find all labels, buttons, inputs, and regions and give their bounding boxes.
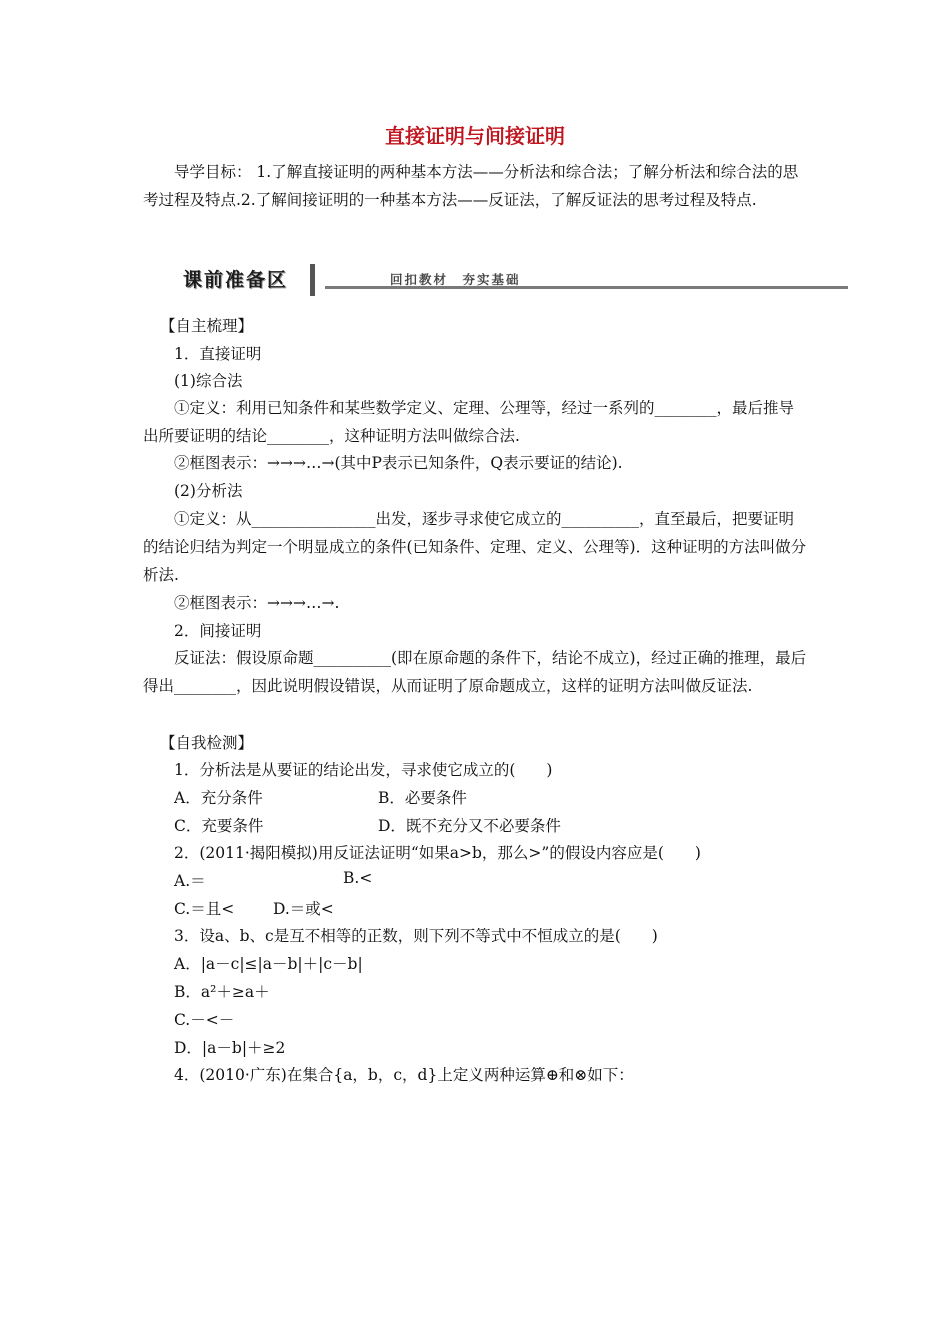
analysis-definition: ①定义：从________________出发，逐步寻求使它成立的__________，直至最后，把要证明的结论归结为判定一个明显成立的条件(已知条件、定理、定义、公理等)．这种证明的方法叫做分析法. xyxy=(143,510,807,584)
q2-option-c: C.＝且< xyxy=(174,900,235,918)
q1-option-d: D．既不充分又不必要条件 xyxy=(378,817,561,835)
review-header: 【自主梳理】 xyxy=(160,317,254,335)
q2-option-b: B.< xyxy=(343,869,373,887)
page-title: 直接证明与间接证明 xyxy=(385,124,565,148)
q1-option-a: A．充分条件 xyxy=(174,789,263,807)
q3-option-c: C.－<－ xyxy=(174,1011,235,1029)
question-2: 2．(2011·揭阳模拟)用反证法证明“如果a>b，那么>”的假设内容应是( ) xyxy=(174,844,701,862)
q2-option-a: A.＝ xyxy=(174,872,206,890)
objectives: 导学目标： 1.了解直接证明的两种基本方法——分析法和综合法；了解分析法和综合法的思考过程及特点.2.了解间接证明的一种基本方法——反证法，了解反证法的思考过程及特点. xyxy=(143,163,799,209)
q3-option-b: B．a²＋≥a＋ xyxy=(174,983,270,1001)
synthesis-definition: ①定义：利用已知条件和某些数学定义、定理、公理等，经过一系列的________，最后推导出所要证明的结论________，这种证明方法叫做综合法. xyxy=(143,399,795,445)
q1-option-c: C．充要条件 xyxy=(174,817,264,835)
contradiction-definition: 反证法：假设原命题__________(即在原命题的条件下，结论不成立)，经过正确的推理，最后得出________，因此说明假设错误，从而证明了原命题成立，这样的证明方法叫做反证法. xyxy=(143,649,807,695)
selftest-header: 【自我检测】 xyxy=(160,734,254,752)
synthesis-method: (1)综合法 xyxy=(174,372,243,390)
synthesis-diagram: ②框图表示：→→→…→(其中P表示已知条件，Q表示要证的结论). xyxy=(174,454,623,472)
banner-heading: 课前准备区 xyxy=(175,264,315,296)
analysis-method: (2)分析法 xyxy=(174,482,243,500)
q3-option-a: A．|a－c|≤|a－b|＋|c－b| xyxy=(174,955,363,973)
question-4: 4．(2010·广东)在集合{a，b，c，d}上定义两种运算⊕和⊗如下： xyxy=(174,1066,634,1084)
section-indirect-proof: 2．间接证明 xyxy=(174,622,262,640)
banner-subtitle: 回扣教材 夯实基础 xyxy=(390,272,521,287)
q1-option-b: B．必要条件 xyxy=(378,789,467,807)
analysis-diagram: ②框图表示：→→→…→. xyxy=(174,594,340,612)
section-direct-proof: 1．直接证明 xyxy=(174,345,262,363)
q2-option-d: D.＝或< xyxy=(273,900,334,918)
q3-option-d: D．|a－b|＋≥2 xyxy=(174,1039,286,1057)
section-banner xyxy=(175,264,848,298)
question-1: 1．分析法是从要证的结论出发，寻求使它成立的( ) xyxy=(174,761,553,779)
question-3: 3．设a、b、c是互不相等的正数，则下列不等式中不恒成立的是( ) xyxy=(174,927,658,945)
